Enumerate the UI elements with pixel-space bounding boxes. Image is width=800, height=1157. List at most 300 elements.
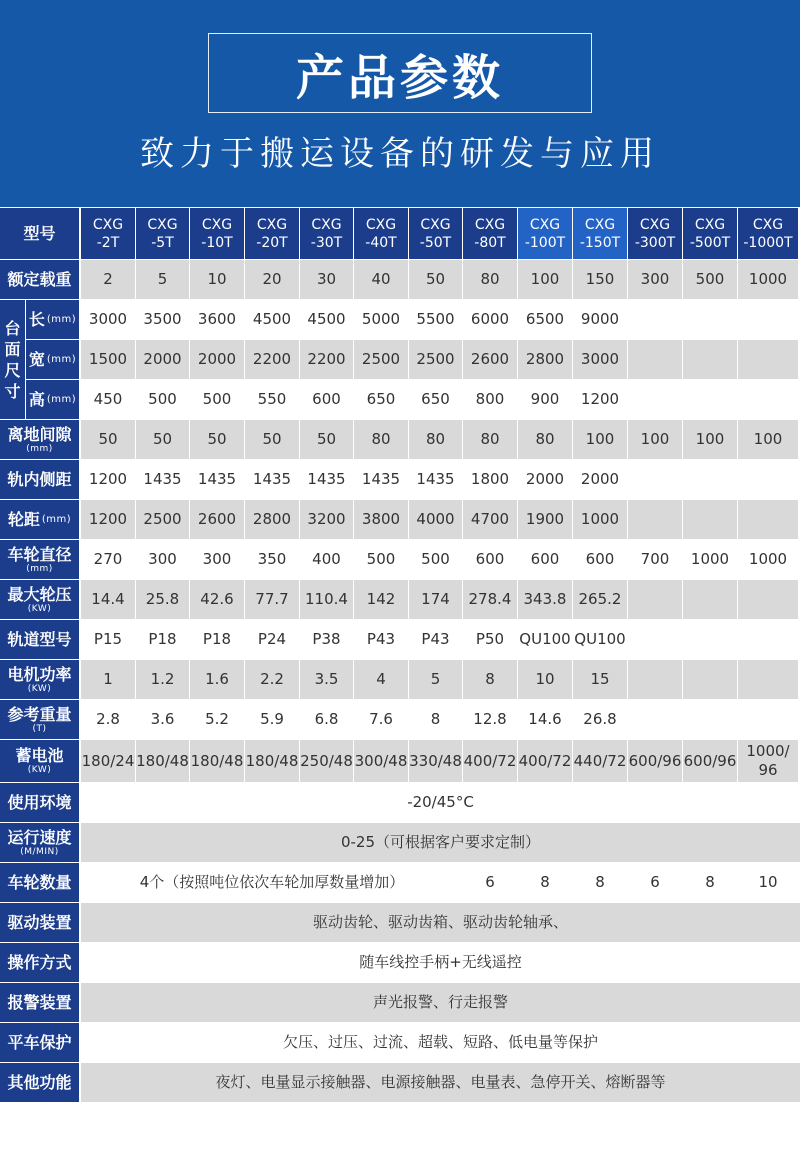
cell-value: 142: [366, 590, 396, 608]
table-cell: [409, 500, 462, 539]
table-cell: [300, 660, 353, 699]
cell-value: 180/48: [245, 751, 299, 770]
model-header: CXG -10T: [190, 208, 244, 259]
row-unit: (M/MIN): [20, 846, 59, 857]
cell-value: 80: [425, 430, 446, 448]
platform-label-char: 寸: [4, 381, 21, 401]
table-cell: [245, 300, 299, 339]
cell-value: 1.6: [205, 670, 229, 688]
table-cell: [81, 620, 135, 659]
table-cell: [683, 540, 737, 579]
row-label-text: 车轮直径: [7, 544, 72, 564]
row-label-text: 参考重量: [7, 704, 72, 724]
cell-value: 350: [257, 550, 287, 568]
table-cell: [354, 460, 408, 499]
table-cell: [463, 740, 517, 782]
table-cell: [573, 380, 627, 419]
cell-value: 800: [475, 390, 505, 408]
row-label: [0, 783, 79, 822]
table-cell: [628, 580, 682, 619]
cell-value: 270: [93, 550, 123, 568]
cell-value: P15: [93, 630, 123, 648]
table-cell: [354, 420, 408, 459]
cell-value: 1500: [88, 350, 128, 368]
table-cell: [738, 660, 798, 699]
cell-value: QU100: [574, 630, 626, 648]
cell-value: 3000: [88, 310, 128, 328]
row-label: [0, 700, 79, 739]
row-label: [0, 500, 79, 539]
row-label-text: 轮距: [7, 510, 40, 529]
cell-value: 8: [595, 873, 605, 891]
cell-value: 2000: [143, 350, 182, 368]
cell-value: 50: [207, 430, 227, 448]
table-cell: [518, 300, 572, 339]
table-cell: [81, 500, 135, 539]
cell-value: 500: [366, 550, 396, 568]
cell-value: 40: [371, 270, 391, 288]
table-cell: [136, 580, 189, 619]
table-cell: [463, 540, 517, 579]
table-cell: [573, 700, 627, 739]
cell-value: 3500: [143, 310, 182, 328]
table-cell: [136, 380, 189, 419]
table-cell: [409, 300, 462, 339]
table-cell: [300, 580, 353, 619]
table-cell: [409, 700, 462, 739]
table-cell: [518, 420, 572, 459]
table-cell: [190, 580, 244, 619]
table-cell: [683, 380, 737, 419]
cell-value: 2500: [143, 510, 182, 528]
cell-value: 1435: [197, 470, 237, 488]
cell-value: 600/96: [628, 751, 682, 770]
cell-value: 2200: [252, 350, 292, 368]
cell-value: P18: [202, 630, 232, 648]
cell-value: 3200: [307, 510, 346, 528]
table-cell: [300, 460, 353, 499]
table-cell: [409, 460, 462, 499]
table-cell: [518, 620, 572, 659]
cell-value: 1.2: [150, 670, 175, 688]
cell-value: 6500: [525, 310, 565, 328]
table-cell: [300, 620, 353, 659]
cell-value: 5.2: [205, 710, 229, 728]
table-cell: [354, 260, 408, 299]
table-cell: [518, 580, 572, 619]
cell-value: 5: [430, 670, 441, 688]
table-cell: [354, 380, 408, 419]
cell-value: 600: [475, 550, 505, 568]
cell-value: 8: [540, 873, 550, 891]
cell-value: P43: [366, 630, 396, 648]
table-cell: [628, 740, 682, 782]
table-cell: [354, 740, 408, 782]
table-cell: [81, 540, 135, 579]
table-cell: [628, 300, 682, 339]
cell-value: -20/45°C: [407, 793, 474, 811]
row-label: [0, 943, 79, 982]
cell-value: 8: [485, 670, 495, 688]
table-cell: [136, 700, 189, 739]
cell-value: 14.6: [528, 710, 562, 728]
env-value: [81, 783, 800, 822]
cell-value: P38: [312, 630, 341, 648]
table-cell: [518, 380, 572, 419]
table-cell: [573, 420, 627, 459]
table-cell: [81, 380, 135, 419]
cell-value: P50: [475, 630, 505, 648]
table-cell: [190, 340, 244, 379]
cell-value: 700: [640, 550, 670, 568]
cell-value: 1000/ 96: [746, 742, 790, 779]
table-cell: [518, 340, 572, 379]
row-label: [0, 1063, 79, 1102]
cell-value: 1435: [143, 470, 182, 488]
cell-value: 1435: [252, 470, 292, 488]
table-cell: [245, 380, 299, 419]
cell-value: 900: [530, 390, 560, 408]
table-cell: [573, 500, 627, 539]
row-label-text: 长: [28, 310, 45, 329]
cell-value: 100: [695, 430, 725, 448]
table-cell: [628, 660, 682, 699]
table-cell: [81, 340, 135, 379]
cell-value: 2000: [525, 470, 565, 488]
cell-value: 100: [640, 430, 670, 448]
cell-value: P24: [257, 630, 287, 648]
cell-value: 1435: [307, 470, 346, 488]
table-cell: [628, 460, 682, 499]
table-cell: [628, 620, 682, 659]
table-cell: [463, 420, 517, 459]
cell-value: 6.8: [314, 710, 339, 728]
row-unit: (T): [32, 723, 47, 734]
table-cell: [81, 460, 135, 499]
model-header: CXG -20T: [245, 208, 299, 259]
table-cell: [683, 620, 737, 659]
cell-value: 10: [207, 270, 227, 288]
cell-value: 6000: [470, 310, 510, 328]
cell-value: 180/24: [81, 751, 135, 770]
table-cell: [628, 380, 682, 419]
cell-value: 1800: [470, 470, 510, 488]
table-cell: [190, 300, 244, 339]
table-cell: [738, 620, 798, 659]
table-cell: [683, 500, 737, 539]
table-cell: [300, 380, 353, 419]
table-cell: [81, 580, 135, 619]
cell-value: 450: [93, 390, 123, 408]
table-cell: [738, 700, 798, 739]
model-header: CXG -500T: [683, 208, 737, 259]
cell-value: 80: [535, 430, 555, 448]
table-cell: [190, 620, 244, 659]
table-cell: [573, 300, 627, 339]
table-cell: [463, 620, 517, 659]
table-cell: [573, 620, 627, 659]
row-label-text: 报警装置: [7, 993, 72, 1012]
table-cell: [136, 660, 189, 699]
cell-value: 随车线控手柄+无线遥控: [359, 953, 522, 971]
row-label-text: 其他功能: [7, 1073, 72, 1092]
cell-value: 10: [758, 873, 778, 891]
cell-value: 2600: [470, 350, 510, 368]
table-cell: [245, 540, 299, 579]
row-label-text: 蓄电池: [15, 746, 64, 765]
cell-value: 400: [312, 550, 341, 568]
cell-value: 1000: [748, 270, 788, 288]
table-cell: [300, 700, 353, 739]
row-label: [0, 460, 79, 499]
cell-value: 50: [425, 270, 446, 288]
cell-value: 1900: [525, 510, 565, 528]
model-header: CXG -150T: [573, 208, 627, 259]
cell-value: 2600: [197, 510, 237, 528]
cell-value: 50: [316, 430, 337, 448]
model-header: CXG -50T: [409, 208, 462, 259]
row-label: [0, 1023, 79, 1062]
table-cell: [190, 660, 244, 699]
row-label-text: 额定载重: [7, 270, 72, 289]
table-cell: [136, 740, 189, 782]
row-unit: (mm): [46, 394, 77, 405]
cell-value: 265.2: [578, 590, 622, 608]
table-cell: [573, 540, 627, 579]
cell-value: 9000: [580, 310, 620, 328]
table-cell: [628, 420, 682, 459]
cell-value: 4个（按照吨位依次车轮加厚数量增加）: [139, 873, 405, 891]
table-cell: [463, 380, 517, 419]
table-cell: [738, 540, 798, 579]
row-unit: (KW): [27, 603, 52, 614]
cell-value: 1000: [580, 510, 620, 528]
table-cell: [738, 460, 798, 499]
cell-value: 278.4: [468, 590, 512, 608]
cell-value: 3.6: [150, 710, 175, 728]
table-cell: [300, 740, 353, 782]
table-cell: [409, 740, 462, 782]
table-cell: [190, 380, 244, 419]
table-cell: [409, 340, 462, 379]
spec-table: [0, 208, 800, 1100]
cell-value: 6: [650, 873, 660, 891]
cell-value: 2500: [416, 350, 455, 368]
cell-value: 4: [376, 670, 386, 688]
row-label: [0, 580, 79, 619]
model-header: CXG -80T: [463, 208, 517, 259]
cell-value: 1200: [580, 390, 620, 408]
cell-value: 174: [421, 590, 450, 608]
row-label-text: 轨内侧距: [7, 470, 72, 489]
speed-value: [81, 823, 800, 862]
cell-value: 5000: [361, 310, 401, 328]
table-cell: [300, 500, 353, 539]
table-cell: [518, 660, 572, 699]
cell-value: 1200: [88, 470, 128, 488]
table-cell: [136, 340, 189, 379]
cell-value: 300: [148, 550, 177, 568]
row-label-text: 离地间隙: [7, 424, 72, 444]
row-label: [26, 300, 79, 339]
row-unit: (KW): [27, 765, 52, 775]
cell-value: 77.7: [255, 590, 289, 608]
table-cell: [190, 500, 244, 539]
cell-value: 500: [695, 270, 725, 288]
table-cell: [628, 540, 682, 579]
cell-value: 110.4: [305, 590, 348, 608]
row-label: [0, 660, 79, 699]
table-cell: [573, 740, 627, 782]
cell-value: 5500: [416, 310, 455, 328]
table-cell: [463, 460, 517, 499]
cell-value: 7.6: [369, 710, 393, 728]
table-cell: [300, 420, 353, 459]
table-cell: [354, 660, 408, 699]
table-cell: [190, 460, 244, 499]
row-label: [26, 380, 79, 419]
table-cell: [463, 700, 517, 739]
cell-value: 180/48: [190, 751, 244, 770]
cell-value: 343.8: [523, 590, 567, 608]
table-cell: [300, 260, 353, 299]
cell-value: 300: [640, 270, 670, 288]
cell-value: 3600: [197, 310, 237, 328]
page-title: 产品参数: [295, 49, 504, 106]
cell-value: 80: [480, 430, 500, 448]
cell-value: 550: [257, 390, 287, 408]
cell-value: 1200: [88, 510, 128, 528]
table-cell: [354, 340, 408, 379]
row-label: [0, 540, 79, 579]
cell-value: 2200: [307, 350, 346, 368]
table-cell: [573, 580, 627, 619]
row-label: [0, 620, 79, 659]
cell-value: 25.8: [145, 590, 180, 608]
table-cell: [518, 460, 572, 499]
cell-value: 8: [430, 710, 441, 728]
table-cell: [463, 660, 517, 699]
cell-value: 80: [371, 430, 391, 448]
cell-value: 2: [103, 270, 113, 288]
cell-value: 4500: [252, 310, 292, 328]
cell-value: 600: [312, 390, 341, 408]
table-cell: [463, 300, 517, 339]
platform-label-char: 台: [4, 318, 21, 338]
table-cell: [683, 740, 737, 782]
cell-value: 10: [535, 670, 555, 688]
cell-value: 2500: [361, 350, 401, 368]
model-header: CXG -2T: [81, 208, 135, 259]
cell-value: 6: [485, 873, 495, 891]
table-cell: [190, 700, 244, 739]
table-cell: [245, 340, 299, 379]
table-cell: [354, 300, 408, 339]
table-cell: [463, 580, 517, 619]
row-label-text: 轨道型号: [7, 630, 72, 649]
model-header: CXG -1000T: [738, 208, 798, 259]
table-cell: [300, 540, 353, 579]
table-cell: [136, 260, 189, 299]
cell-value: 14.4: [91, 590, 125, 608]
table-cell: [300, 300, 353, 339]
table-cell: [245, 660, 299, 699]
row-unit: (mm): [46, 354, 77, 365]
table-cell: [409, 540, 462, 579]
cell-value: 1000: [690, 550, 730, 568]
platform-label-char: 面: [4, 339, 21, 359]
cell-value: 150: [585, 270, 615, 288]
table-cell: [245, 500, 299, 539]
table-cell: [81, 420, 135, 459]
cell-value: 100: [530, 270, 560, 288]
cell-value: 180/48: [136, 751, 189, 770]
cell-value: 3800: [361, 510, 401, 528]
cell-value: 2.8: [96, 710, 120, 728]
cell-value: 600/96: [683, 751, 737, 770]
table-cell: [738, 380, 798, 419]
row-label: [0, 903, 79, 942]
cell-value: 1435: [416, 470, 455, 488]
cell-value: 2000: [197, 350, 237, 368]
cell-value: 300/48: [354, 751, 408, 770]
cell-value: 1: [103, 670, 113, 688]
table-cell: [81, 260, 135, 299]
cell-value: 夜灯、电量显示接触器、电源接触器、电量表、急停开关、熔断器等: [215, 1073, 666, 1091]
table-cell: [573, 460, 627, 499]
row-label: [0, 260, 79, 299]
table-cell: [683, 460, 737, 499]
row-label: [0, 420, 79, 459]
cell-value: 2.2: [260, 670, 284, 688]
table-cell: [518, 540, 572, 579]
cell-value: 650: [421, 390, 450, 408]
table-cell: [683, 660, 737, 699]
table-cell: [573, 260, 627, 299]
table-cell: [573, 340, 627, 379]
row-label: 车轮数量: [0, 863, 79, 902]
table-cell: [81, 740, 135, 782]
cell-value: 26.8: [583, 710, 617, 728]
model-header: CXG -30T: [300, 208, 353, 259]
cell-value: 4700: [470, 510, 510, 528]
table-cell: [628, 700, 682, 739]
cell-value: 600: [585, 550, 615, 568]
cell-value: 650: [366, 390, 396, 408]
table-cell: [354, 500, 408, 539]
cell-value: 8: [705, 873, 715, 891]
table-cell: [409, 620, 462, 659]
table-cell: [683, 700, 737, 739]
table-cell: [628, 340, 682, 379]
row-unit: (mm): [46, 314, 77, 325]
cell-value: 500: [202, 390, 232, 408]
cell-value: 300: [202, 550, 232, 568]
cell-value: 5.9: [260, 710, 284, 728]
table-cell: [463, 260, 517, 299]
cell-value: 30: [316, 270, 337, 288]
row-unit: (mm): [26, 563, 53, 574]
cell-value: 3000: [580, 350, 620, 368]
table-cell: [245, 620, 299, 659]
table-cell: [245, 460, 299, 499]
table-cell: [245, 420, 299, 459]
row-label-text: 电机功率: [7, 664, 72, 684]
table-cell: [463, 500, 517, 539]
cell-value: 50: [152, 430, 173, 448]
cell-value: 330/48: [409, 751, 462, 770]
table-cell: [738, 260, 798, 299]
